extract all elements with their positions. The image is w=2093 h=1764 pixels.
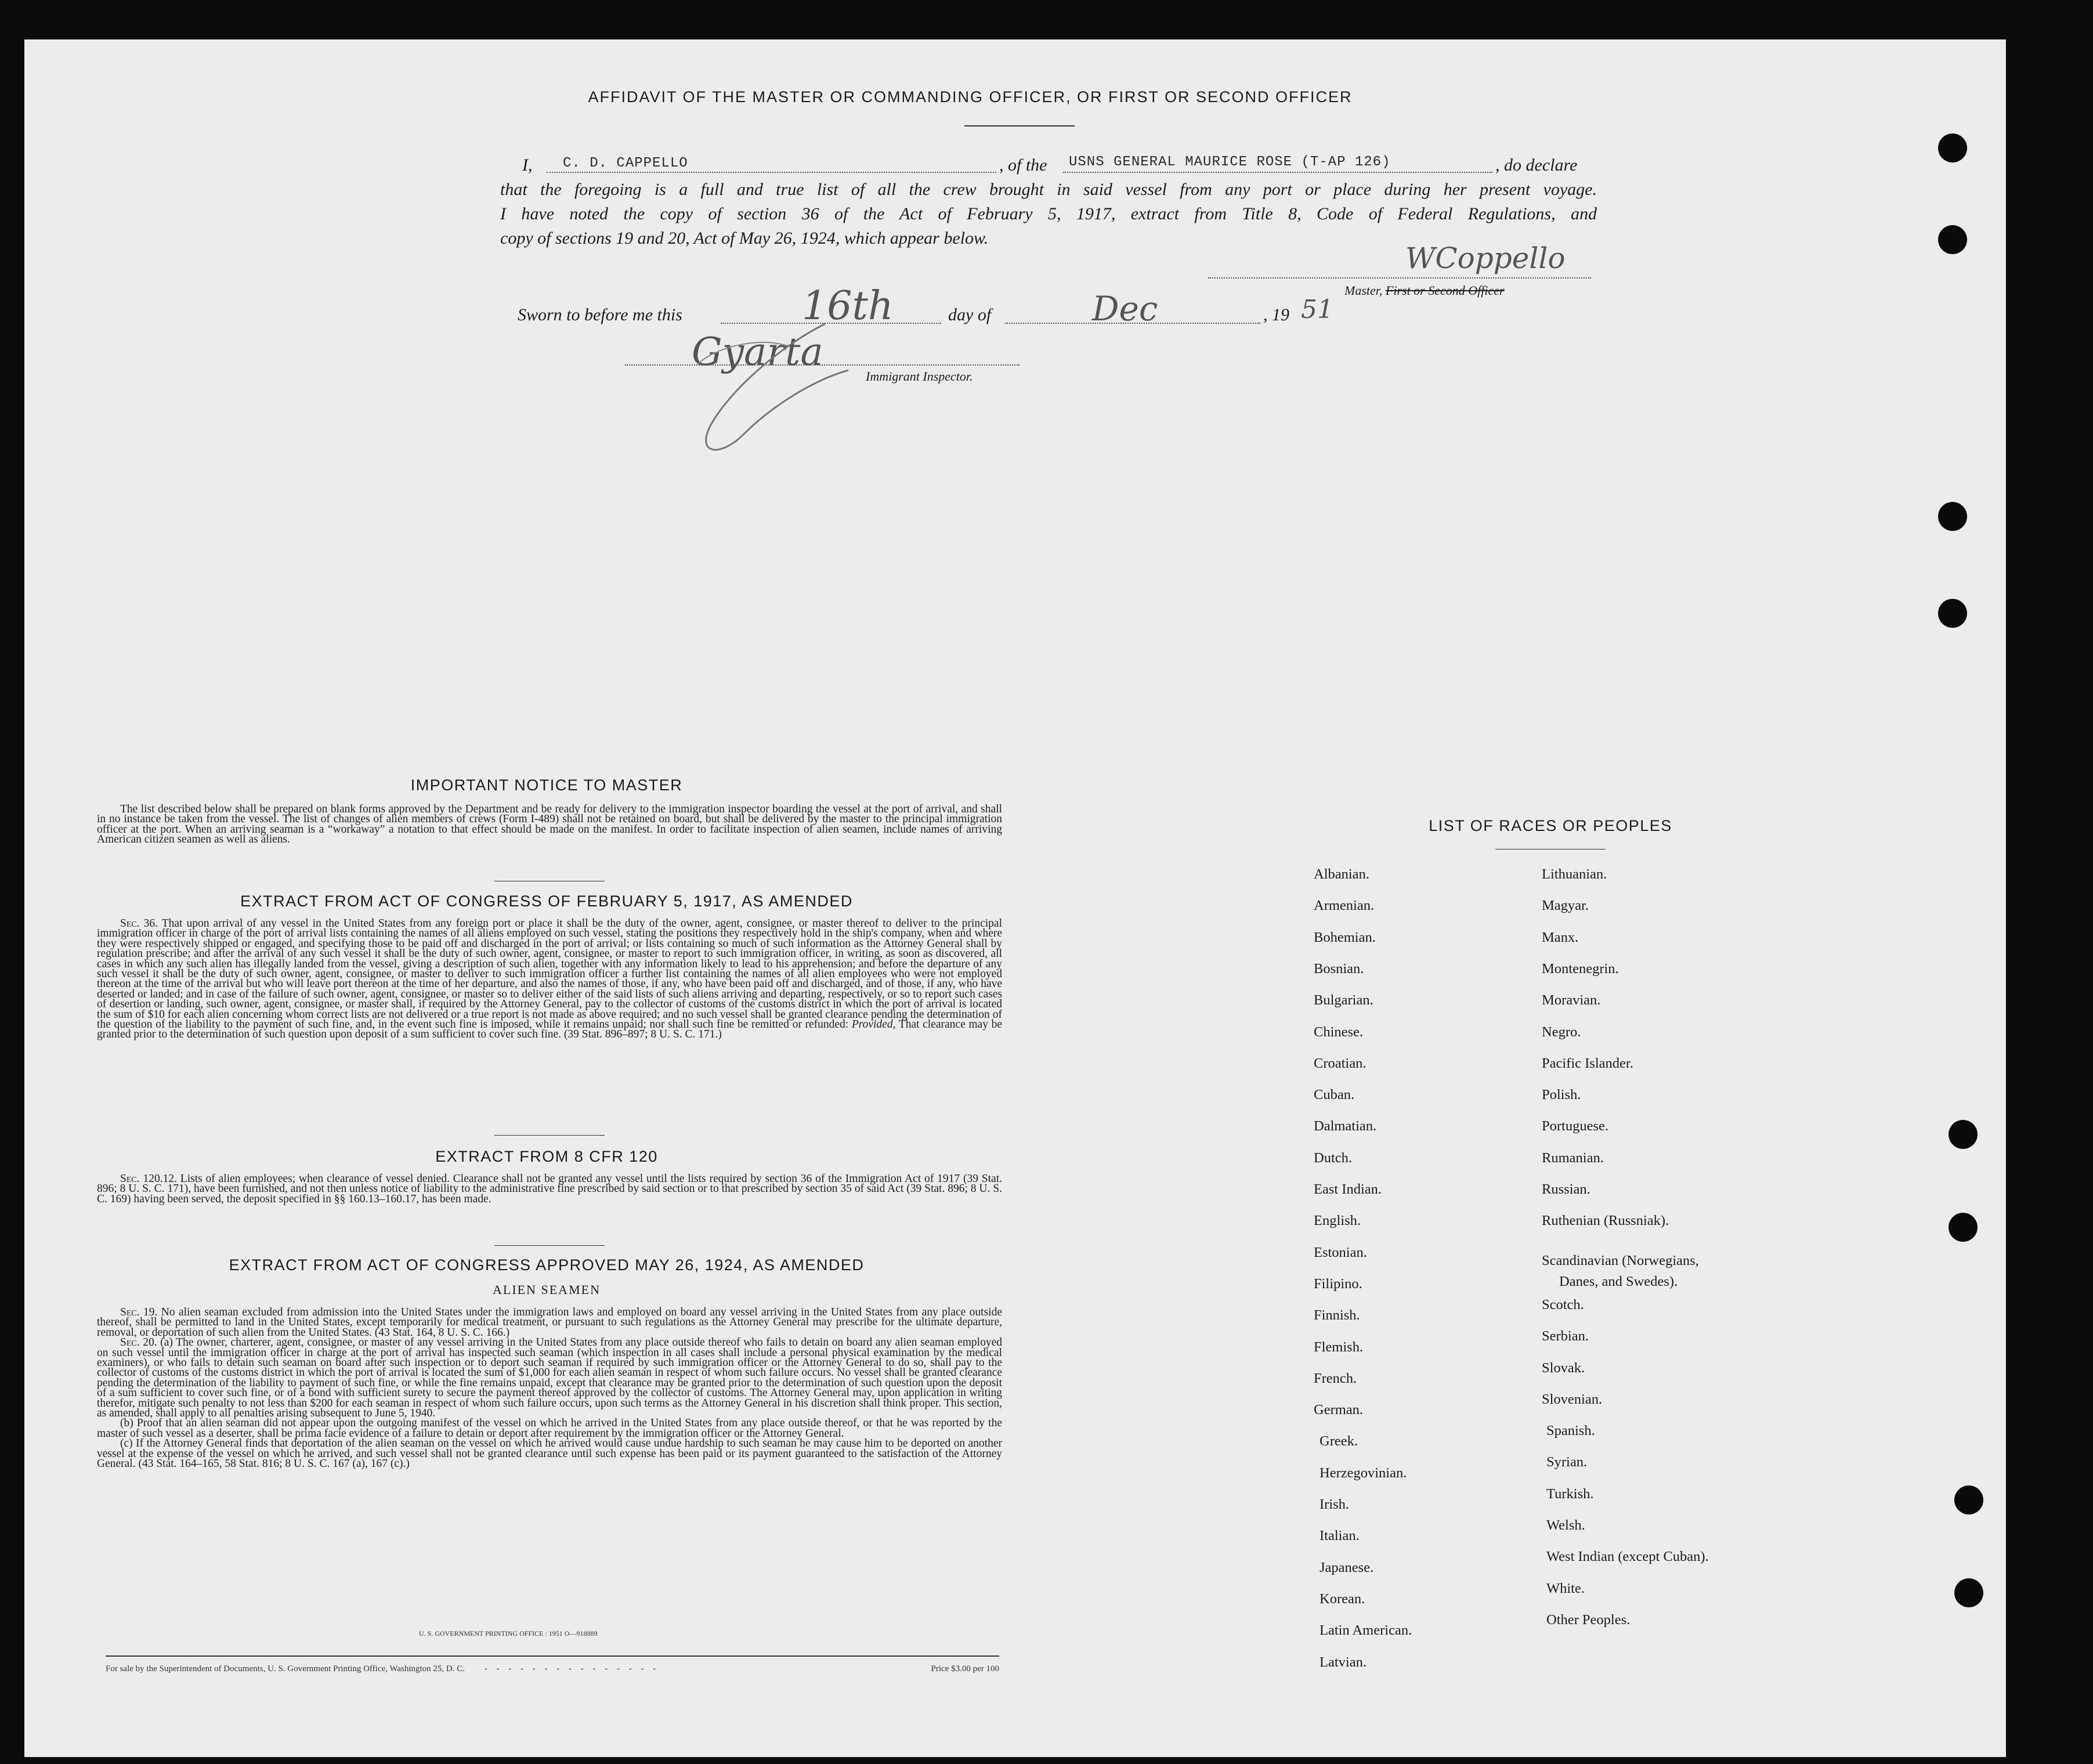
extract-1924-title: EXTRACT FROM ACT OF CONGRESS APPROVED MAY 26, 1924, AS AMENDED <box>229 1256 865 1274</box>
master-label-text: Master, <box>1344 283 1386 298</box>
race-item: Manx. <box>1542 929 1579 945</box>
sale-price: Price $3.00 per 100 <box>931 1664 999 1673</box>
declaration-line-3: I have noted the copy of section 36 of the Act of February 5, 1917, extract from Title 8, Code of Federal Regulations, and <box>500 204 1597 223</box>
race-item: Bohemian. <box>1314 929 1376 945</box>
extract-1917-title: EXTRACT FROM ACT OF CONGRESS OF FEBRUARY 5, 1917, AS AMENDED <box>240 892 853 910</box>
binder-hole <box>1938 225 1967 254</box>
sworn-day-handwritten: 16th <box>802 283 894 329</box>
sec-120-text: Lists of alien employees; when clearance of vessel denied. Clearance shall not be granted any vessel until the lists required by section 36 of the Immigration Act of 1917 (39 Stat. 896; 8 U. S. C. 171), have been furnished, and not then unless notice of liability to the administrative fine prescribed by said section or to that prescribed by section 35 of said Act (39 Stat. 896; 8 U. S. C. 169) having been served, the deposit specified in §§ 160.13–160.17, has been made. <box>97 1173 1002 1205</box>
race-item: Scotch. <box>1542 1296 1584 1313</box>
race-item: Estonian. <box>1314 1244 1367 1260</box>
master-label <box>1344 283 1505 298</box>
year-prefix: , 19 <box>1263 305 1289 324</box>
race-item: Finnish. <box>1314 1307 1360 1324</box>
race-item: White. <box>1546 1580 1585 1596</box>
binder-hole <box>1938 599 1967 628</box>
notice-body <box>97 804 1002 845</box>
race-item: Bosnian. <box>1314 960 1364 977</box>
document-page <box>24 39 2006 1757</box>
declaration-i: I, <box>522 156 533 175</box>
provided-word: Provided, <box>851 1018 896 1031</box>
printing-office-line: U. S. GOVERNMENT PRINTING OFFICE : 1951 O—918889 <box>419 1629 598 1638</box>
sale-text: For sale by the Superintendent of Documents, U. S. Government Printing Office, Washington 25, D. C. <box>106 1664 465 1673</box>
race-item: Welsh. <box>1546 1517 1585 1533</box>
race-item: Armenian. <box>1314 898 1375 914</box>
extract-1917-body <box>97 919 1002 1040</box>
race-item: Moravian. <box>1542 992 1601 1008</box>
sec-20c-text: (c) If the Attorney General finds that deportation of the alien seaman on the vessel on which he arrived would cause undue hardship to such seaman he may cause him to be deported on another vessel at the expense of the vessel on which he arrived, and such vessel shall not be granted clearance until such expense has been paid or its payment guaranteed to the satisfaction of the Attorney General. (43 Stat. 164–165, 58 Stat. 816; 8 U. S. C. 167 (a), 167 (c).) <box>97 1437 1002 1470</box>
declaration-line-2: that the foregoing is a full and true list of all the crew brought in said vessel from any port or place during her present voyage. <box>500 180 1597 199</box>
race-item: Pacific Islander. <box>1542 1055 1633 1071</box>
sec-36-label: Sec. 36. <box>120 917 158 930</box>
notice-text: The list described below shall be prepared on blank forms approved by the Department and be ready for delivery to the immigration inspector boarding the vessel at the port of arrival, and shall in no instance be taken from the vessel. The list of changes of alien members of crews (Form I-489) shall not be retained on board, but shall be delivered by the master to the principal immigration officer at the port. When an arriving seaman is a “workaway” a notation to that effect should be made on the manifest. In order to facilitate inspection of alien seamen, include names of arriving American citizen seamen as well as aliens. <box>97 803 1002 846</box>
title-divider <box>964 125 1075 126</box>
race-item: Polish. <box>1542 1087 1581 1103</box>
first-second-officer-struck: First or Second Officer <box>1385 283 1505 298</box>
sec-120-label: Sec. 120.12. <box>120 1173 177 1185</box>
sec-36-tail: That clearance may be granted prior to the determination of such question upon deposit of a sum sufficient to cover such fine. (39 Stat. 896–897; 8 U. S. C. 171.) <box>97 1018 1003 1041</box>
sec-36-text: That upon arrival of any vessel in the United States from any foreign port or place it shall be the duty of the owner, agent, consignee, or master thereof to deliver to the principal immigration officer in charge of the port of arrival lists containing the names of all aliens employed on such vessel, stating the positions they respectively hold in the ship's company, when and where they were respectively shipped or engaged, and specifying those to be paid off and discharged in the port of arrival; or lists containing so much of such information as the Attorney General shall by regulation prescribe; and after the arrival of any such vessel it shall be the duty of such owner, agent, consignee, or master to report to such immigration officer, in writing, as soon as discovered, all cases in which any such alien has illegally landed from the vessel, giving a description of such alien, together with any information likely to lead to his apprehension; and before the departure of any such vessel it shall be the duty of such owner, agent, consignee, or master to deliver to such immigration officer a further list containing the names of all alien employees who were not employed thereon at the time of the arrival but who will leave port thereon at the time of her departure, and also the names of those, if any, who have been paid off and discharged, and of those, if any, who have deserted or landed; and in case of the failure of such owner, agent, consignee, or master so to deliver either of the said lists of such aliens arriving and departing, respectively, or so to report such cases of desertion or landing, such owner, agent, consignee, or master shall, if required by the Attorney General, pay to the collector of customs of the customs district in which the port of arrival is located the sum of $10 for each alien concerning whom correct lists are not delivered or a true report is not made as above required; and no such vessel shall be granted clearance pending the determination of the question of the liability to the payment of such fine, and, in the event such fine is imposed, while it remains unpaid; nor shall such fine be remitted or refunded: <box>97 917 1002 1031</box>
race-item: Filipino. <box>1314 1275 1362 1292</box>
inspector-label: Immigrant Inspector. <box>866 369 973 384</box>
race-item: German. <box>1314 1402 1364 1418</box>
race-item: Cuban. <box>1314 1087 1355 1103</box>
race-item: Negro. <box>1542 1024 1581 1040</box>
race-item: Chinese. <box>1314 1024 1364 1040</box>
race-item: Croatian. <box>1314 1055 1367 1071</box>
race-item: Ruthenian (Russniak). <box>1542 1213 1669 1229</box>
vessel-name-typed: USNS GENERAL MAURICE ROSE (T-AP 126) <box>1069 154 1391 170</box>
extract-cfr-title: EXTRACT FROM 8 CFR 120 <box>435 1148 658 1165</box>
extract-1924-body <box>97 1307 1002 1469</box>
inspector-signature: Gyarta <box>692 330 823 374</box>
race-item: Dalmatian. <box>1314 1118 1377 1134</box>
affidavit-title: AFFIDAVIT OF THE MASTER OR COMMANDING OFFICER, OR FIRST OR SECOND OFFICER <box>588 88 1353 106</box>
sec-19-label: Sec. 19. <box>120 1306 158 1318</box>
sale-dots: - - - - - - - - - - - - - - - <box>484 1664 660 1673</box>
race-item: Other Peoples. <box>1546 1611 1631 1628</box>
master-signature-line <box>1208 277 1591 279</box>
footer-rule <box>106 1655 999 1657</box>
inspector-signature-flourish <box>674 312 918 463</box>
race-item: Portuguese. <box>1542 1118 1608 1134</box>
race-item: Rumanian. <box>1542 1150 1604 1166</box>
binder-hole <box>1949 1120 1978 1149</box>
of-the-label: , of the <box>999 156 1047 175</box>
name-line <box>547 172 996 173</box>
race-item: Dutch. <box>1314 1150 1352 1166</box>
month-handwritten: Dec <box>1092 289 1158 328</box>
vessel-line <box>1063 172 1492 173</box>
binder-hole <box>1954 1485 1983 1514</box>
year-handwritten: 51 <box>1301 295 1333 324</box>
races-divider <box>1495 849 1606 850</box>
notice-title: IMPORTANT NOTICE TO MASTER <box>410 776 683 794</box>
race-item: Turkish. <box>1546 1485 1594 1502</box>
race-item: Serbian. <box>1542 1328 1589 1344</box>
binder-hole <box>1938 133 1967 162</box>
race-item: Slovenian. <box>1542 1391 1603 1407</box>
sec-19-text: No alien seaman excluded from admission into the United States under the immigration laws and employed on board any vessel arriving in the United States from any place outside thereof, shall be permitted to land in the United States, except temporarily for medical treatment, or pursuant to such regulations as the Attorney General may prescribe for the ultimate departure, removal, or deportation of such alien from the United States. (43 Stat. 164, 8 U. S. C. 166.) <box>97 1306 1002 1339</box>
extract-cfr-body <box>97 1174 1002 1204</box>
alien-seamen-subtitle: ALIEN SEAMEN <box>493 1282 601 1297</box>
race-item: Irish. <box>1320 1496 1350 1512</box>
race-item: East Indian. <box>1314 1181 1382 1197</box>
divider-2 <box>494 1135 605 1136</box>
race-item: Syrian. <box>1546 1454 1588 1470</box>
master-signature: WCoppello <box>1405 241 1566 275</box>
binder-hole <box>1954 1578 1983 1607</box>
sale-line <box>106 1664 999 1674</box>
race-item: Montenegrin. <box>1542 960 1619 977</box>
race-item: Japanese. <box>1320 1559 1374 1575</box>
sec-20a-text: (a) The owner, charterer, agent, consignee, or master of any vessel arriving in the United States from any place outside thereof who fails to detain on board any alien seaman employed on such vessel until the immigration officer in charge at the port of arrival has inspected such seaman (which inspection in all cases shall include a personal physical examination by the medical examiners), or who fails to detain such seaman on board after such inspection or to deport such seaman if required by such immigration officer or the Attorney General to do so, shall pay to the collector of customs of the customs district in which the port of arrival is located the sum of $1,000 for each alien seaman in respect of whom such failure occurs. No vessel shall be granted clearance pending the determination of the liability to payment of such fine, or while the fine remains unpaid, except that clearance may be granted prior to the determination of such question upon the deposit of a sum sufficient to cover such fine, or of a bond with sufficient surety to secure the payment thereof approved by the collector of customs. The Attorney General may, upon application in writing therefor, mitigate such penalty to not less than $200 for each seaman in respect of whom such failure occurs, upon such terms as the Attorney General in his discretion shall think proper. This section, as amended, shall apply to all penalties arising subsequent to June 5, 1940. <box>97 1336 1002 1420</box>
race-item: Greek. <box>1320 1433 1358 1449</box>
race-item: Albanian. <box>1314 866 1369 882</box>
race-item: Magyar. <box>1542 898 1589 914</box>
sec-20-label: Sec. 20. <box>120 1336 157 1349</box>
race-item: Russian. <box>1542 1181 1590 1197</box>
races-title: LIST OF RACES OR PEOPLES <box>1429 817 1672 834</box>
race-item: Latin American. <box>1320 1622 1412 1639</box>
race-item: Italian. <box>1320 1528 1360 1544</box>
race-item: Lithuanian. <box>1542 866 1607 882</box>
master-name-typed: C. D. CAPPELLO <box>563 156 688 171</box>
race-item: Danes, and Swedes). <box>1559 1273 1678 1289</box>
race-item: French. <box>1314 1370 1357 1386</box>
do-declare-label: , do declare <box>1495 156 1578 175</box>
race-item: English. <box>1314 1213 1361 1229</box>
race-item: Slovak. <box>1542 1360 1585 1376</box>
sworn-label: Sworn to before me this <box>518 305 682 324</box>
race-item: Spanish. <box>1546 1423 1595 1439</box>
race-item: West Indian (except Cuban). <box>1546 1549 1709 1565</box>
race-item: Bulgarian. <box>1314 992 1373 1008</box>
divider-3 <box>494 1245 605 1246</box>
sec-20b-text: (b) Proof that an alien seaman did not appear upon the outgoing manifest of the vessel on which he arrived in the United States from any place outside thereof, or that he was reported by the master of such vessel as a deserter, shall be prima facie evidence of a failure to detain or deport after requirement by the immigration officer or the Attorney General. <box>97 1417 1002 1440</box>
race-item: Scandinavian (Norwegians, <box>1542 1252 1699 1268</box>
binder-hole <box>1938 502 1967 531</box>
race-item: Herzegovinian. <box>1320 1465 1407 1481</box>
declaration-line-4: copy of sections 19 and 20, Act of May 26, 1924, which appear below. <box>500 229 989 248</box>
race-item: Latvian. <box>1320 1654 1367 1670</box>
race-item: Flemish. <box>1314 1339 1364 1355</box>
day-of-label: day of <box>948 305 992 324</box>
binder-hole <box>1949 1213 1978 1242</box>
race-item: Korean. <box>1320 1591 1365 1607</box>
